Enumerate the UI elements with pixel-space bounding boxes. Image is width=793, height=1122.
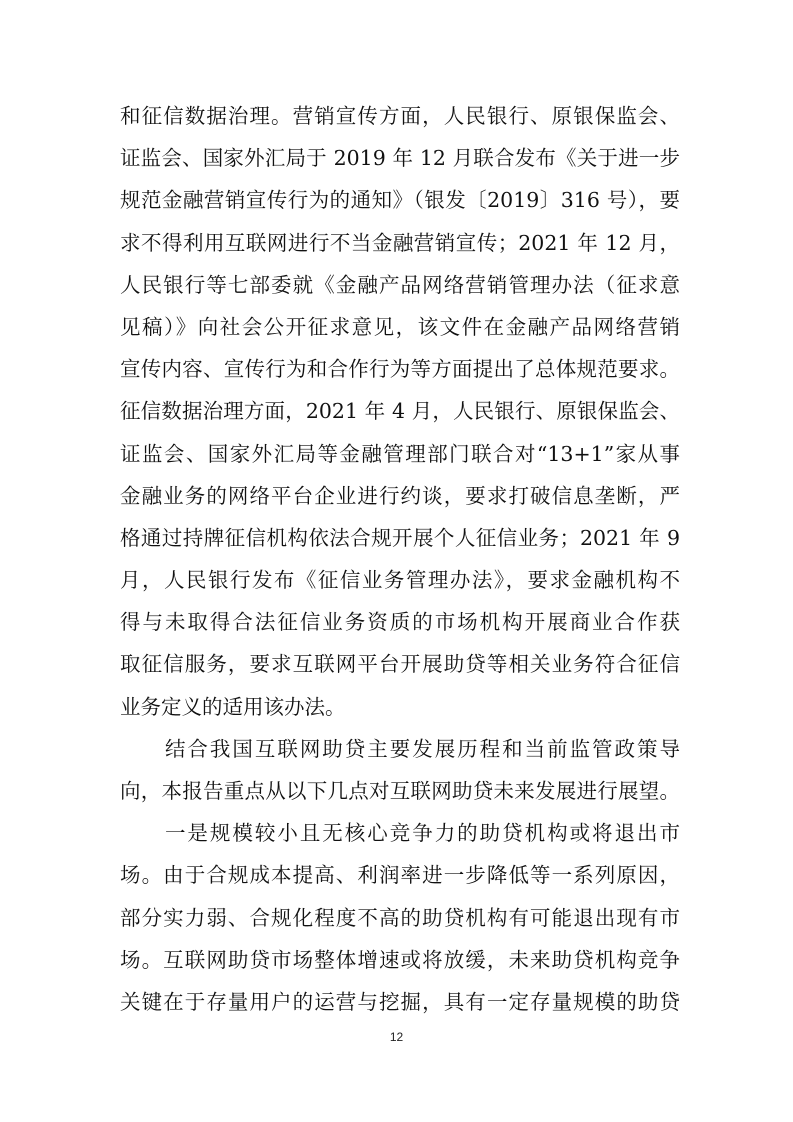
text-line: 场。由于合规成本提高、利润率进一步降低等一系列原因，	[120, 863, 680, 888]
text-line: 征信数据治理方面，2021 年 4 月，人民银行、原银保监会、	[120, 399, 680, 424]
text-line: 和征信数据治理。营销宣传方面，人民银行、原银保监会、	[120, 104, 680, 128]
text-line: 一是规模较小且无核心竞争力的助贷机构或将退出市	[120, 821, 680, 846]
text-line: 规范金融营销宣传行为的通知》（银发〔2019〕316 号），要	[120, 188, 680, 213]
body-text	[120, 95, 680, 1023]
page-number: 12	[389, 1030, 404, 1044]
paragraph-outlook-intro	[120, 728, 680, 812]
paragraph-regulation	[120, 95, 680, 728]
text-line: 见稿）》向社会公开征求意见，该文件在金融产品网络营销	[120, 314, 680, 339]
text-line: 人民银行等七部委就《金融产品网络营销管理办法（征求意	[120, 272, 680, 297]
text-line: 格通过持牌征信机构依法合规开展个人征信业务；2021 年 9	[120, 525, 680, 550]
text-line: 结合我国互联网助贷主要发展历程和当前监管政策导	[120, 736, 680, 761]
text-line: 部分实力弱、合规化程度不高的助贷机构有可能退出现有市	[120, 905, 680, 930]
text-line: 月，人民银行发布《征信业务管理办法》，要求金融机构不	[120, 568, 680, 593]
text-line: 关键在于存量用户的运营与挖掘，具有一定存量规模的助贷	[120, 989, 680, 1014]
text-line: 证监会、国家外汇局于 2019 年 12 月联合发布《关于进一步	[120, 146, 680, 171]
text-line: 取征信服务，要求互联网平台开展助贷等相关业务符合征信	[120, 652, 680, 677]
text-line: 宣传内容、宣传行为和合作行为等方面提出了总体规范要求。	[120, 357, 680, 382]
paragraph-point-one	[120, 812, 680, 1023]
text-line: 证监会、国家外汇局等金融管理部门联合对“13+1”家从事	[120, 441, 680, 466]
text-line: 得与未取得合法征信业务资质的市场机构开展商业合作获	[120, 610, 680, 635]
text-line: 业务定义的适用该办法。	[120, 694, 346, 719]
text-line: 场。互联网助贷市场整体增速或将放缓，未来助贷机构竞争	[120, 947, 680, 972]
text-line: 求不得利用互联网进行不当金融营销宣传；2021 年 12 月，	[120, 230, 680, 255]
text-line: 向，本报告重点从以下几点对互联网助贷未来发展进行展望。	[120, 779, 680, 803]
text-line: 金融业务的网络平台企业进行约谈，要求打破信息垄断，严	[120, 483, 680, 508]
